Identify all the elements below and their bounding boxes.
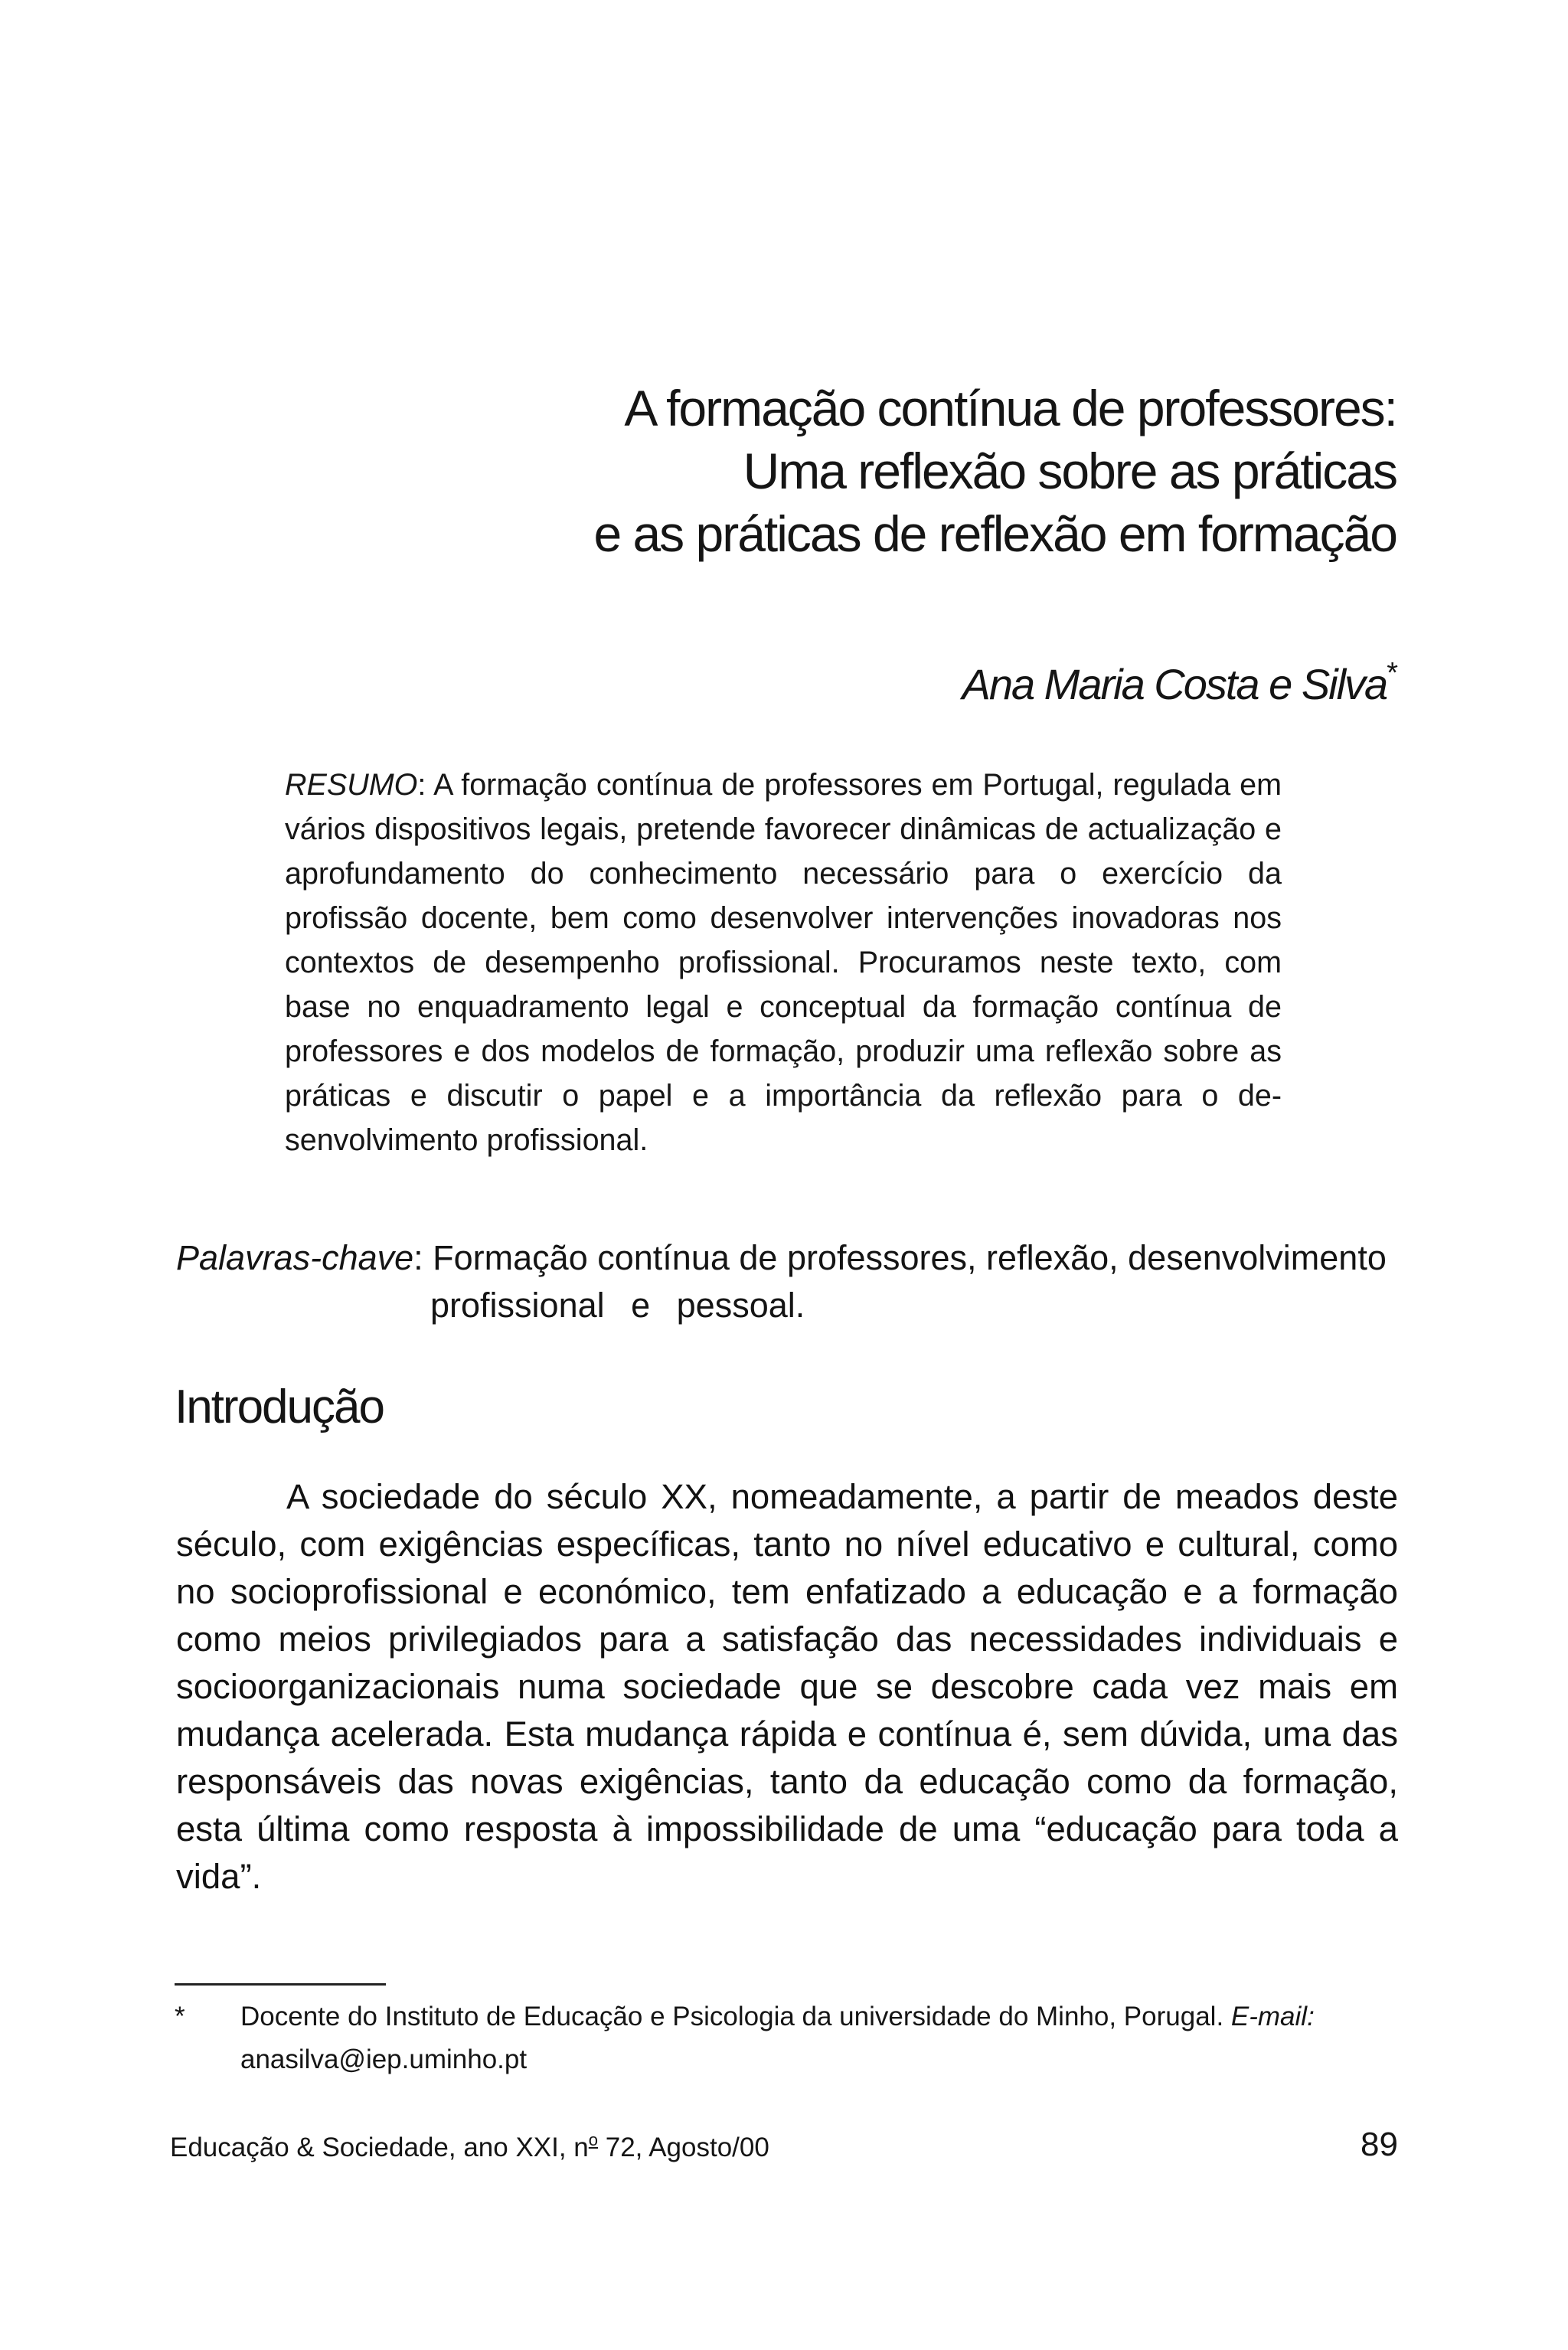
footnote <box>175 1995 1398 2081</box>
author-footnote-mark: * <box>1387 657 1396 689</box>
journal-number-sup: o <box>588 2130 599 2149</box>
section-heading: Introdução <box>175 1381 384 1433</box>
footnote-divider <box>175 1983 386 1986</box>
body-text <box>176 1473 1398 1901</box>
footnote-email-label: E-mail: <box>1230 2002 1315 2031</box>
body-paragraph: A sociedade do século XX, nomeadamente, a partir de meados deste século, com exigências específicas, tanto no nível educativo e cultural, como no socioprofissional e económico, tem enfatizado a educação e a formação como meios privilegiados para a satisfação das necessidades individuais e socioorganizacionais numa sociedade que se descobre cada vez mais em mudança acelerada. Esta mudança rápida e contínua é, sem dúvida, uma das responsáveis das novas exigências, tanto da educação como da formação, esta última como resposta à impossibilidade de uma “educação para toda a vida”. <box>176 1477 1398 1896</box>
journal-citation <box>170 2130 769 2163</box>
page-number: 89 <box>1361 2126 1398 2163</box>
footnote-email: anasilva@iep.uminho.pt <box>240 2044 528 2074</box>
article-title <box>459 377 1396 565</box>
footnote-mark: * <box>175 2002 185 2031</box>
author-name: Ana Maria Costa e Silva <box>962 660 1387 708</box>
abstract-text: A formação contínua de professores em Portugal, regulada em vários dispositivos legais, pretende favorecer dinâmicas de actualização e aprofundamento do conhecimento necessário para o exercício da profissão docente, bem como desenvolver intervenções inovadoras nos contextos de desempenho profissional. Procuramos neste texto, com base no enquadramento legal e conceptual da formação contínua de professores e dos modelos de formação, produzir uma reflexão sobre as práticas e discutir o papel e a importância da reflexão para o de-senvolvimento profissional. <box>285 768 1282 1157</box>
keywords-label: Palavras-chave <box>176 1238 414 1277</box>
journal-citation-part-2: 72, Agosto/00 <box>598 2133 769 2162</box>
author-byline <box>962 657 1396 709</box>
title-line-1: A formação contínua de professores: <box>624 380 1396 436</box>
keywords-line-1: Formação contínua de professores, reflexão, desenvolvimento <box>433 1238 1387 1277</box>
abstract: RESUMO: A formação contínua de professores em Portugal, regulada em vários dispositivos legais, pretende favorecer dinâmicas de actualização e aprofundamento do conhecimento necessário para o exercício da profissão docente, bem como desenvolver intervenções inovadoras nos contextos de desempenho profissional. Procuramos neste texto, com base no enquadramento legal e conceptual da formação contínua de professores e dos modelos de formação, produzir uma reflexão sobre as práticas e discutir o papel e a importância da reflexão para o de-senvolvimento profissional. <box>285 768 1282 1157</box>
keywords: Palavras-chave: Formação contínua de professores, reflexão, desenvolvimento profissional e pessoal. <box>176 1234 1398 1329</box>
title-line-3: e as práticas de reflexão em formação <box>593 505 1396 562</box>
title-line-2: Uma reflexão sobre as práticas <box>743 443 1396 499</box>
keywords-line-2: profissional e pessoal. <box>430 1286 805 1325</box>
footnote-text: Docente do Instituto de Educação e Psicologia da universidade do Minho, Porugal. <box>240 2002 1224 2031</box>
abstract-label: RESUMO <box>285 768 418 802</box>
journal-citation-part-1: Educação & Sociedade, ano XXI, n <box>170 2133 589 2162</box>
